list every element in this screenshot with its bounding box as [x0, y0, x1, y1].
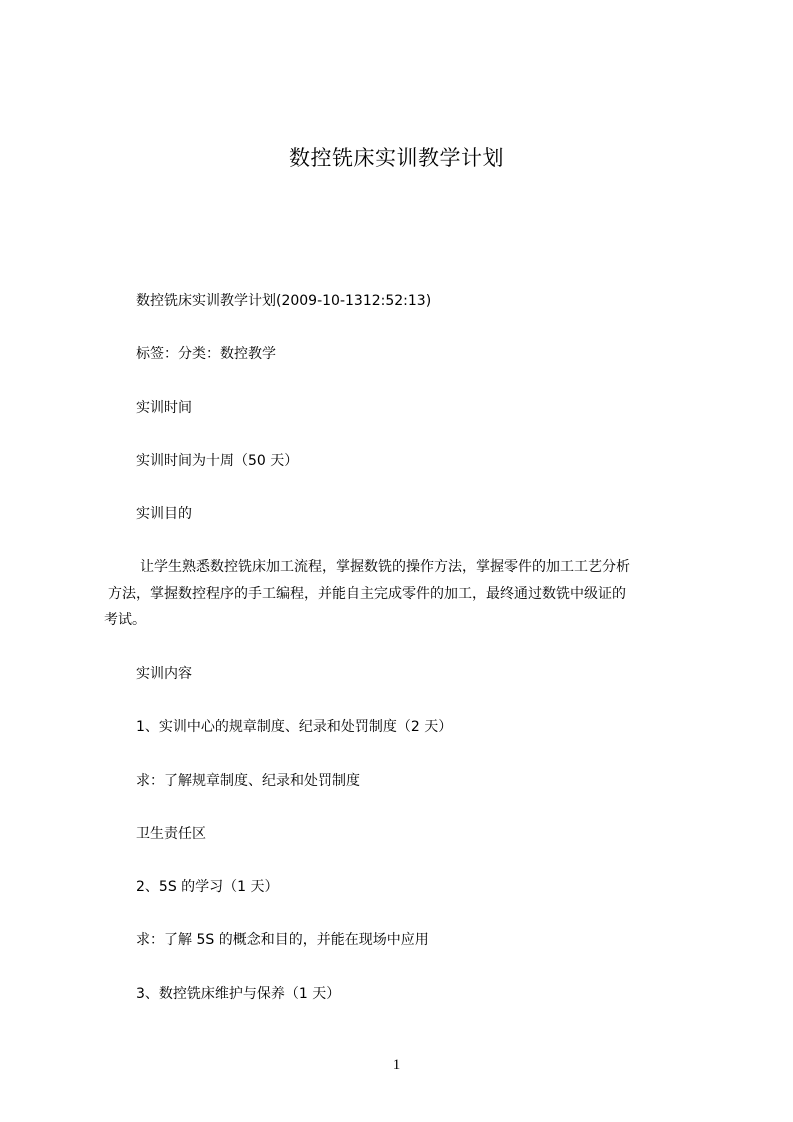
content-item-2: 2、5S 的学习（1 天）: [136, 879, 279, 895]
content-item-3: 3、数控铣床维护与保养（1 天）: [136, 986, 341, 1002]
section-heading-content: 实训内容: [136, 666, 192, 682]
time-detail: 实训时间为十周（50 天）: [136, 453, 299, 469]
header-line: 数控铣床实训教学计划(2009-10-1312:52:13): [136, 293, 432, 309]
goal-paragraph-line-2: 方法，掌握数控程序的手工编程，并能自主完成零件的加工，最终通过数铣中级证的: [108, 586, 626, 602]
document-title: 数控铣床实训教学计划: [289, 146, 504, 170]
goal-paragraph-line-1: 让学生熟悉数控铣床加工流程，掌握数铣的操作方法，掌握零件的加工工艺分析: [140, 559, 630, 575]
content-item-2-requirement: 求：了解 5S 的概念和目的，并能在现场中应用: [136, 932, 429, 948]
section-heading-time: 实训时间: [136, 400, 192, 416]
section-heading-goal: 实训目的: [136, 506, 192, 522]
page-number: 1: [392, 1057, 401, 1073]
content-item-1: 1、实训中心的规章制度、纪录和处罚制度（2 天）: [136, 719, 453, 735]
goal-paragraph-line-3: 考试。: [104, 612, 146, 628]
content-item-1-extra: 卫生责任区: [136, 826, 206, 842]
tags-line: 标签：分类：数控教学: [136, 346, 276, 362]
goal-paragraph: [104, 559, 704, 631]
content-item-1-requirement: 求：了解规章制度、纪录和处罚制度: [136, 773, 360, 789]
